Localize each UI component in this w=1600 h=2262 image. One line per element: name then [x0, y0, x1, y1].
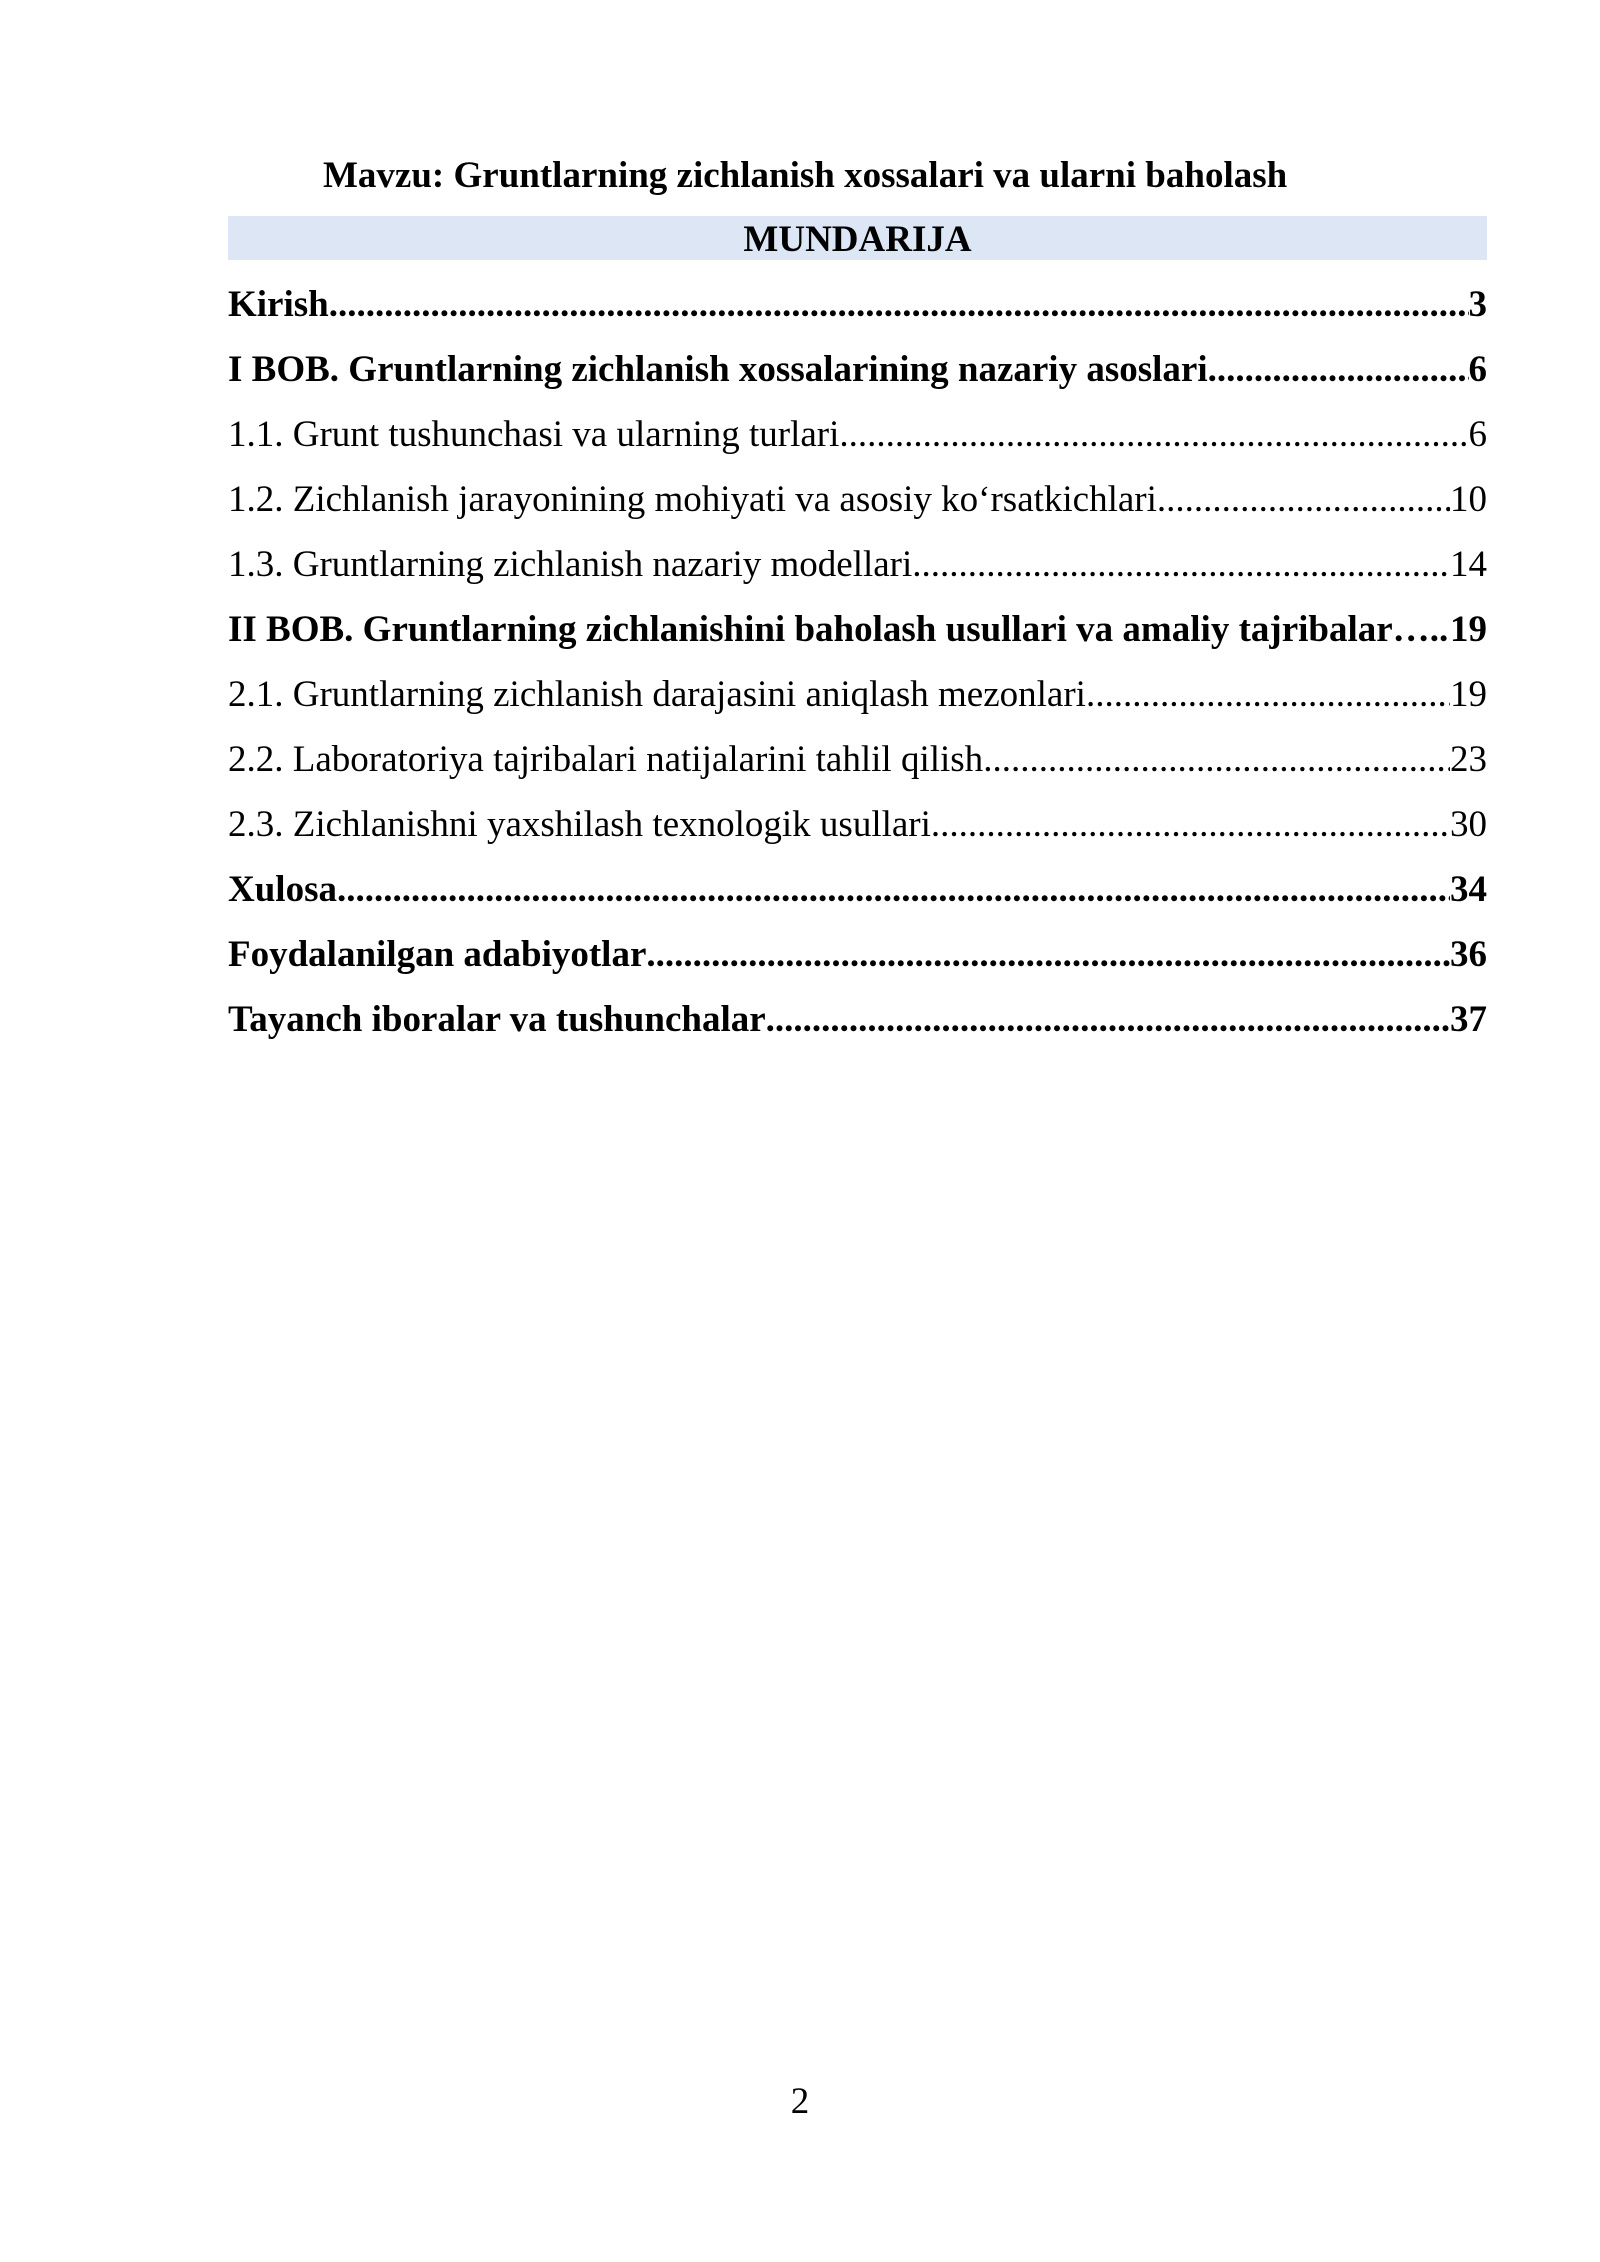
toc-entry-section-2-3[interactable] — [228, 792, 1487, 857]
toc-entry-label: Foydalanilgan adabiyotlar — [228, 934, 647, 975]
toc-heading: MUNDARIJA — [228, 216, 1487, 260]
toc-entry-page: 36 — [1450, 934, 1487, 975]
page-number: 2 — [790, 2081, 810, 2122]
toc-entry-label: II BOB. Gruntlarning zichlanishini baholash usullari va amaliy tajribalar… — [228, 609, 1430, 650]
toc-entry-page: 6 — [1468, 414, 1487, 455]
toc-entry-section-2-2[interactable] — [228, 727, 1487, 792]
toc-entry-label: 1.1. Grunt tushunchasi va ularning turlari — [228, 414, 840, 455]
toc-entry-page: 30 — [1450, 804, 1487, 845]
toc-entry-page: 34 — [1450, 869, 1487, 910]
toc-entry-section-1-1[interactable] — [228, 402, 1487, 467]
toc-entry-page: 10 — [1450, 479, 1487, 520]
toc-leader-dots — [983, 727, 1450, 792]
toc-entry-page: 6 — [1468, 349, 1487, 390]
toc-leader-dots — [839, 402, 1468, 467]
toc-entry-section-1-2[interactable] — [228, 467, 1487, 532]
toc-entry-chapter-2[interactable] — [228, 597, 1487, 662]
toc-entry-kirish[interactable] — [228, 272, 1487, 337]
toc-entry-references[interactable] — [228, 922, 1487, 987]
toc-entry-label: Tayanch iboralar va tushunchalar — [228, 999, 766, 1040]
toc-entry-page: 19 — [1450, 609, 1487, 650]
toc-leader-dots — [1208, 337, 1469, 402]
toc-entry-label: 2.1. Gruntlarning zichlanish darajasini aniqlash mezonlari — [228, 674, 1086, 715]
toc-entry-label: 1.3. Gruntlarning zichlanish nazariy modellari — [228, 544, 913, 585]
toc-entry-label: 2.3. Zichlanishni yaxshilash texnologik usullari — [228, 804, 931, 845]
toc-leader-dots — [766, 987, 1450, 1052]
topic-title: Mavzu: Gruntlarning zichlanish xossalari va ularni baholash — [323, 155, 1288, 196]
toc-entry-page: 14 — [1450, 544, 1487, 585]
toc-entry-label: 1.2. Zichlanish jarayonining mohiyati va asosiy ko‘rsatkichlari — [228, 479, 1157, 520]
toc-entry-label: I BOB. Gruntlarning zichlanish xossalarining nazariy asoslari — [228, 349, 1208, 390]
toc-entry-page: 23 — [1450, 739, 1487, 780]
toc-leader-dots — [329, 272, 1469, 337]
toc-entry-xulosa[interactable] — [228, 857, 1487, 922]
toc-entry-section-1-3[interactable] — [228, 532, 1487, 597]
toc-entry-page: 19 — [1450, 674, 1487, 715]
toc-leader-dots — [912, 532, 1450, 597]
toc-entry-label: 2.2. Laboratoriya tajribalari natijalarini tahlil qilish — [228, 739, 984, 780]
toc-leader-dots — [1157, 467, 1450, 532]
toc-leader-dots — [1086, 662, 1450, 727]
toc-entry-section-2-1[interactable] — [228, 662, 1487, 727]
toc-leader-dots — [931, 792, 1450, 857]
table-of-contents — [228, 272, 1487, 1052]
toc-entry-page: 37 — [1450, 999, 1487, 1040]
toc-entry-chapter-1[interactable] — [228, 337, 1487, 402]
toc-entry-page: 3 — [1468, 284, 1487, 325]
toc-leader-dots — [337, 857, 1450, 922]
toc-leader-dots — [646, 922, 1450, 987]
toc-entry-glossary[interactable] — [228, 987, 1487, 1052]
toc-entry-label: Kirish — [228, 284, 329, 325]
toc-leader-dots — [1430, 597, 1450, 662]
toc-entry-label: Xulosa — [228, 869, 337, 910]
